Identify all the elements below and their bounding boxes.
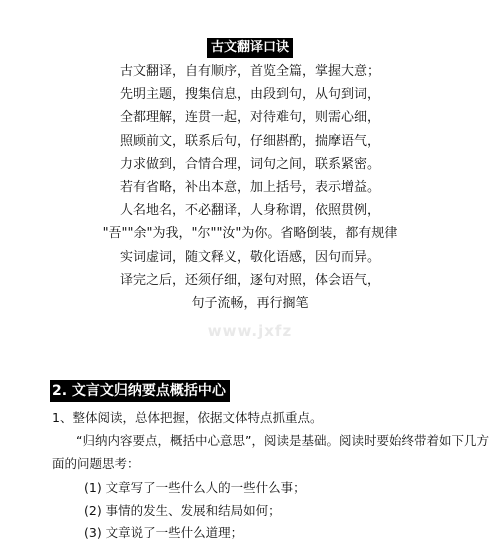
verse-line: 先明主题，搜集信息，由段到句，从句到词，	[119, 87, 380, 103]
verse-line: 实词虚词，随文释义，敬化语感，因句而异。	[119, 249, 380, 265]
paragraph: 1、整体阅读，总体把握，依据文体特点抓重点。	[52, 410, 323, 425]
verse-line: "吾""余"为我，"尔""汝"为你。省略倒装，都有规律	[102, 226, 398, 242]
verse-line: 若有省略，补出本意，加上括号，表示增益。	[119, 180, 380, 196]
verse-line: 照顾前文，联系后句，仔细斟酌，揣摩语气，	[119, 133, 380, 149]
paragraph: “归纳内容要点，概括中心意思”，阅读是基础。阅读时要始终带着如下几方	[76, 433, 489, 448]
paragraph: 面的问题思考：	[52, 456, 140, 471]
verse-line: 句子流畅，再行搁笔	[191, 296, 309, 312]
document-title: 古文翻译口诀	[207, 38, 293, 58]
verse-line: 全都理解，连贯一起，对待难句，则需心细，	[119, 110, 380, 126]
verse-line: 力求做到，合情合理，词句之间，联系紧密。	[119, 156, 380, 172]
heading-wrapper	[0, 36, 500, 58]
verse-line: 译完之后，还须仔细，逐句对照，体会语气，	[119, 272, 380, 288]
verse-line: 人名地名，不必翻译，人身称谓，依照贯例，	[119, 203, 380, 219]
list-item: (1) 文章写了一些什么人的一些什么事；	[84, 480, 306, 495]
section-heading: 2. 文言文归纳要点概括中心	[50, 380, 230, 402]
list-item: (3) 文章说了一些什么道理；	[84, 525, 244, 540]
translation-verse-block	[0, 60, 500, 315]
watermark: www.jxfz	[207, 322, 293, 340]
list-item: (2) 事情的发生、发展和结局如何；	[84, 503, 281, 518]
verse-line: 古文翻译，自有顺序，首览全篇，掌握大意；	[119, 64, 380, 79]
